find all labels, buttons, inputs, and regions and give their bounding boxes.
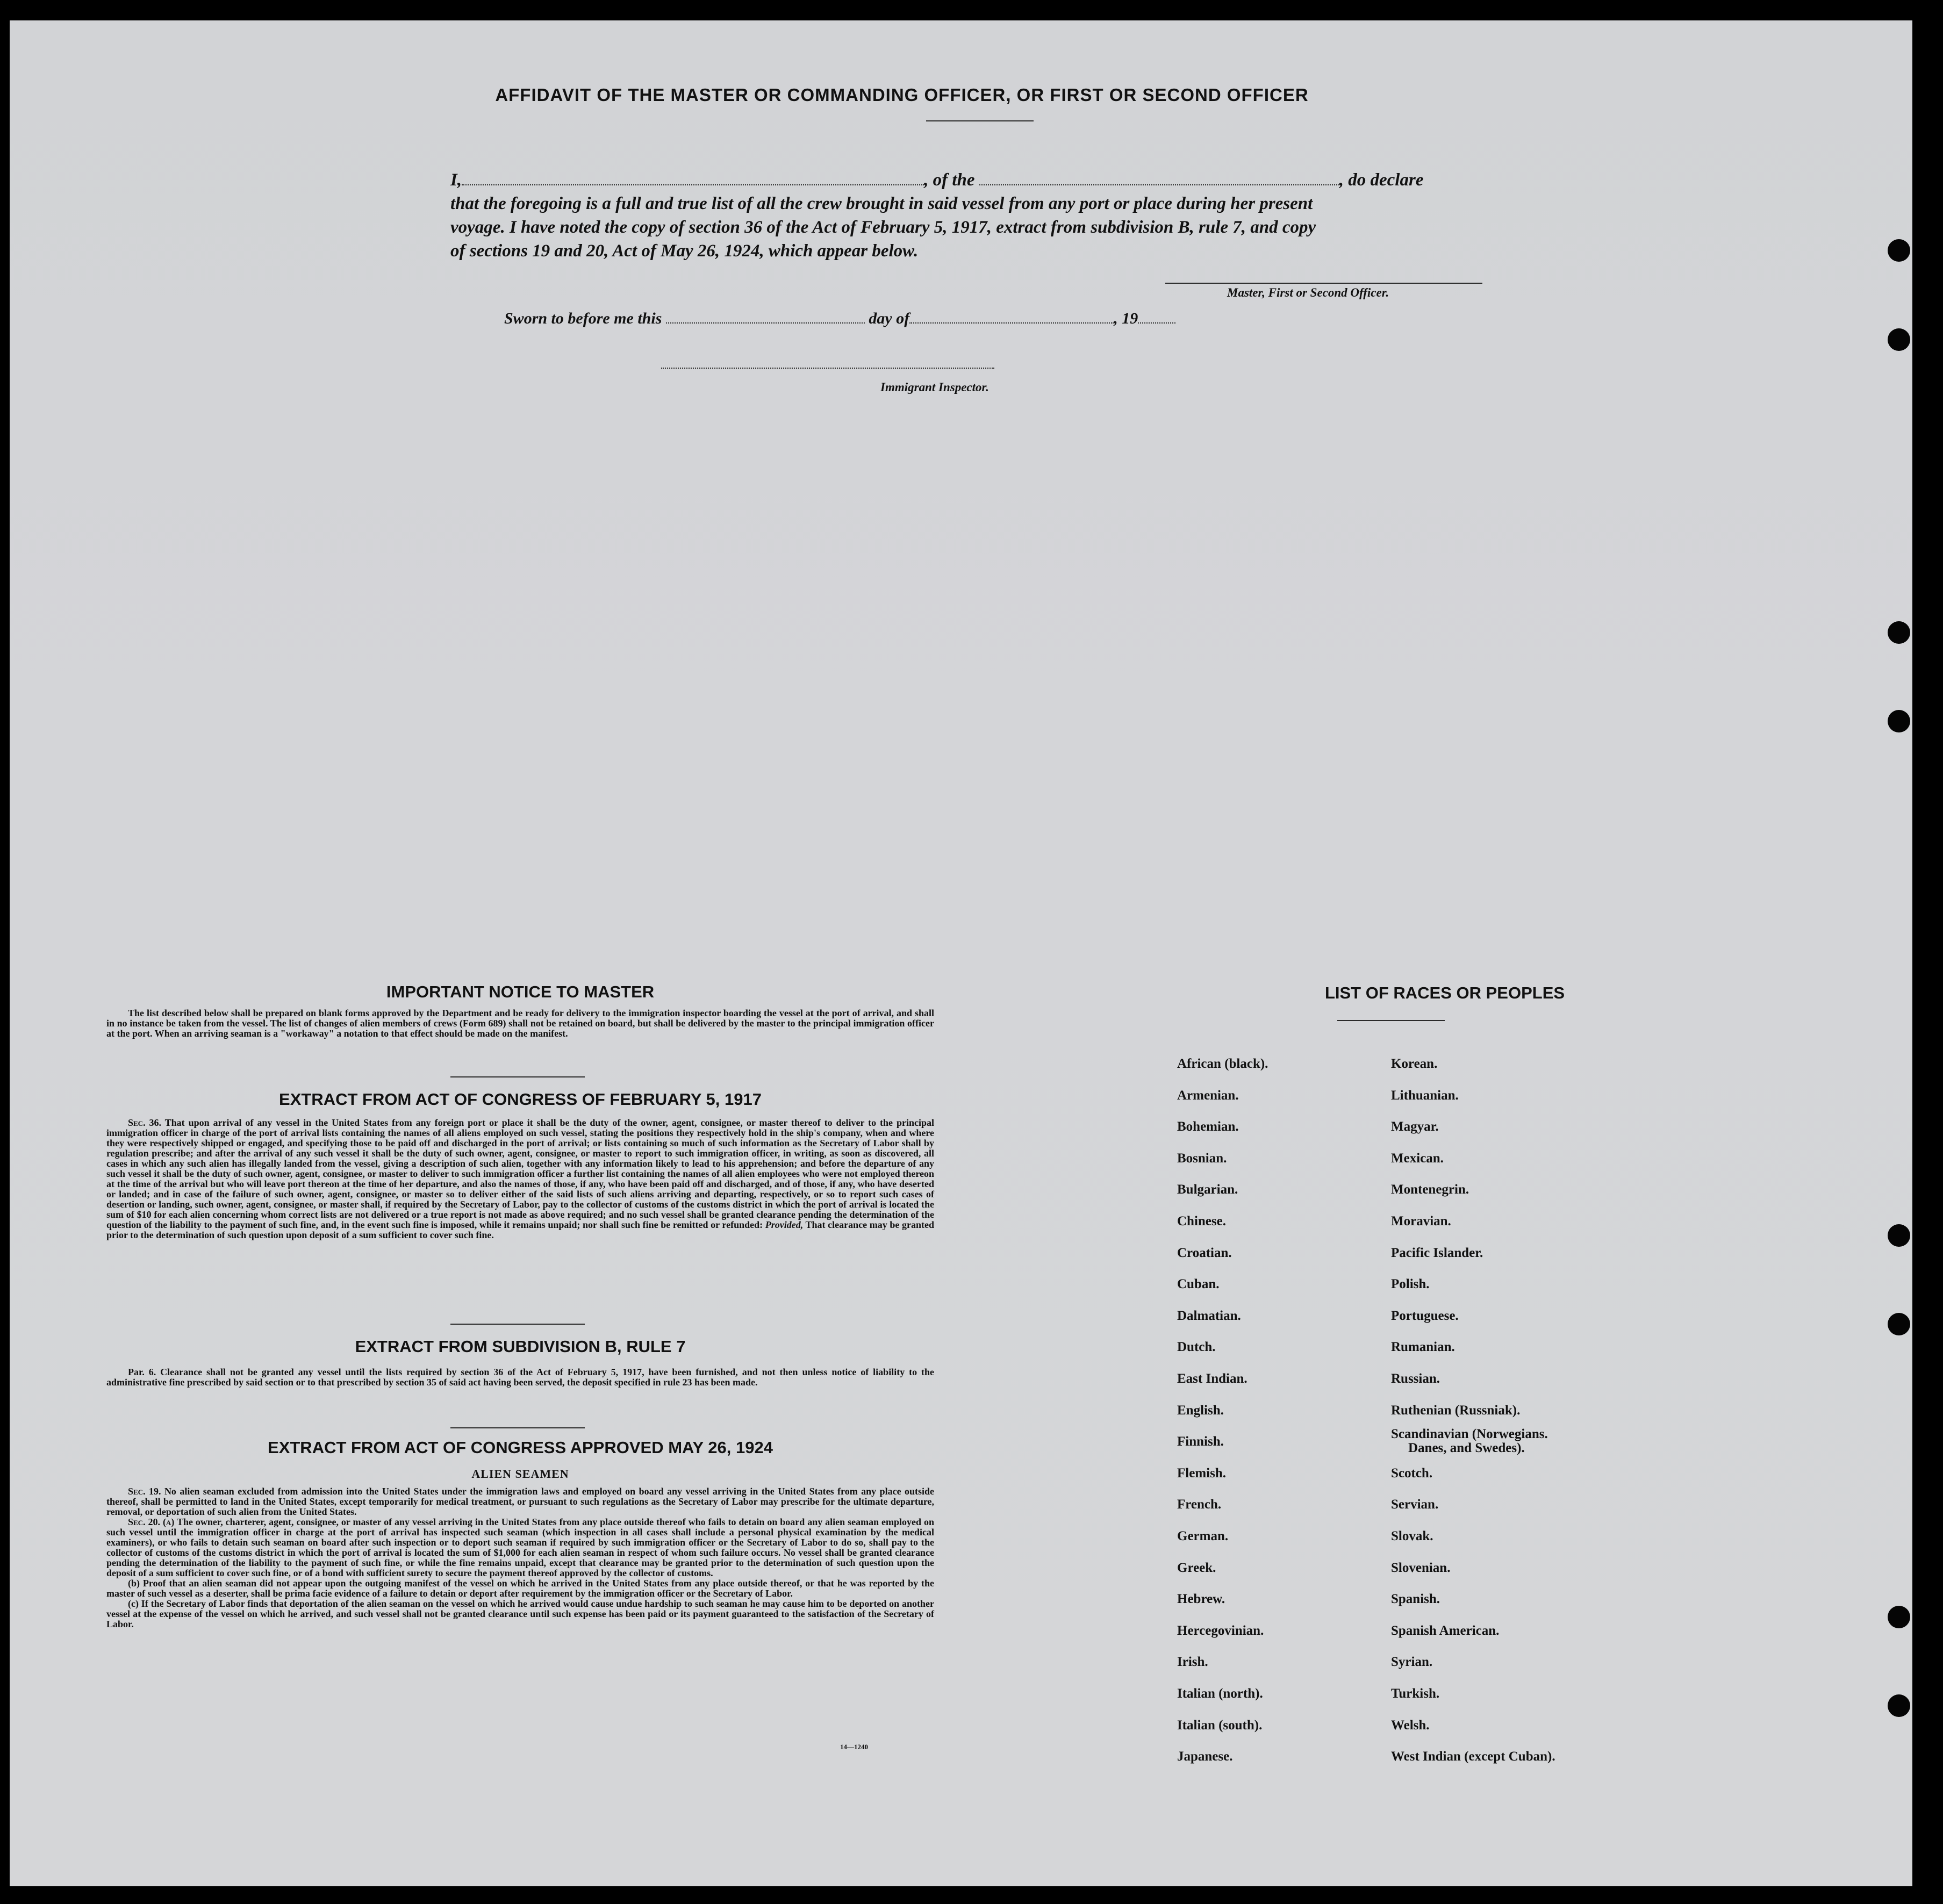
declaration-line-3: voyage. I have noted the copy of section 36 of the Act of February 5, 1917, extract from subdivision B, rule 7, and copy — [450, 218, 1316, 237]
race-item: Spanish American. — [1391, 1623, 1500, 1638]
notice-heading: IMPORTANT NOTICE TO MASTER — [386, 982, 655, 1001]
inspector-caption: Immigrant Inspector. — [880, 380, 989, 394]
race-item: Pacific Islander. — [1391, 1245, 1483, 1260]
race-item: Rumanian. — [1391, 1340, 1455, 1355]
extract-1917-text: Sec. 36. That upon arrival of any vessel in the United States from any foreign port or place it shall be the duty of the owner, agent, consignee, or master thereof to deliver to the principal immigration officer in charge of the port of arrival lists containing the names of all aliens employed on such vessel, stating the positions they respectively hold in the ship's company, when and where they were respectively shipped or engaged, and specifying those to be paid off and discharged in the port of arrival; or lists containing so much of such information as the Secretary of Labor shall by regulation prescribe; and after the arrival of any such vessel it shall be the duty of such owner, agent, consignee, or master to report to such immigration officer, in writing, as soon as discovered, all cases in which any such alien has illegally landed from the vessel, giving a description of such alien, together with any information likely to lead to his apprehension; and before the departure of any such vessel it shall be the duty of such owner, agent, consignee, or master to deliver to such immigration officer a further list containing the names of all alien employees who were not employed thereon at the time of the arrival but who will leave port thereon at the time of her departure, and also the names of those, if any, who have been paid off and discharged, and of those, if any, who have deserted or landed; and in case of the failure of such owner, agent, consignee, or master so to deliver either of the said lists of such aliens arriving and departing, respectively, or so to report such cases of desertion or landing, such owner, agent, consignee, or master shall, if required by the Secretary of Labor, pay to the collector of customs of the customs district in which the port of arrival is located the sum of $10 for each alien concerning whom correct lists are not delivered or a true report is not made as above required; and no such vessel shall be granted clearance pending the determination of the question of the liability to the payment of such fine, and, in the event such fine is imposed, while it remains unpaid; nor shall such fine be remitted or refunded: Provided, That clearance may be granted prior to the determination of such question upon deposit of a sum sufficient to cover such fine. — [106, 1117, 934, 1240]
affidavit-title: AFFIDAVIT OF THE MASTER OR COMMANDING OFFICER, OR FIRST OR SECOND OFFICER — [495, 85, 1309, 105]
race-item: Flemish. — [1177, 1465, 1226, 1481]
sworn-line: Sworn to before me this day of , 19 — [504, 310, 1175, 328]
race-item: East Indian. — [1177, 1371, 1247, 1386]
race-item: Chinese. — [1177, 1214, 1226, 1228]
extract-rule7-text: Par. 6. Clearance shall not be granted any vessel until the lists required by section 36 of the Act of February 5, 1917, have been furnished, and not then unless notice of liability to the administrative fine prescribed by said section or to that prescribed by section 35 of said act having been served, the deposit specified in rule 23 has been made. — [106, 1367, 934, 1388]
race-item: Italian (north). — [1177, 1686, 1263, 1701]
section-rule — [450, 1427, 585, 1428]
race-item: African (black). — [1177, 1057, 1268, 1071]
race-item: Slovenian. — [1391, 1560, 1451, 1575]
race-item: Mexican. — [1391, 1151, 1444, 1166]
race-item: Magyar. — [1391, 1119, 1439, 1134]
race-item: Slovak. — [1391, 1529, 1433, 1543]
race-item: Bulgarian. — [1177, 1182, 1238, 1197]
declaration-line-1: I, , of the , do declare — [450, 170, 1424, 190]
sworn-year-field[interactable] — [1138, 314, 1175, 324]
race-item: Hebrew. — [1177, 1592, 1225, 1607]
race-item: Russian. — [1391, 1371, 1440, 1386]
name-field[interactable] — [462, 174, 924, 185]
race-item: Dutch. — [1177, 1340, 1216, 1355]
race-item: Dalmatian. — [1177, 1308, 1241, 1323]
form-number: 14—1240 — [840, 1743, 868, 1751]
section-rule — [450, 1324, 585, 1325]
race-item: Ruthenian (Russniak). — [1391, 1403, 1521, 1418]
sworn-month-field[interactable] — [909, 314, 1114, 324]
race-item: Turkish. — [1391, 1686, 1440, 1701]
race-item: Bohemian. — [1177, 1119, 1239, 1134]
declaration-line-2: that the foregoing is a full and true list of all the crew brought in said vessel from any port or place during her present — [450, 194, 1313, 213]
extract-1924-heading: EXTRACT FROM ACT OF CONGRESS APPROVED MAY 26, 1924 — [268, 1438, 773, 1457]
race-item: Finnish. — [1177, 1434, 1224, 1449]
section-rule — [450, 1076, 585, 1077]
race-item: Cuban. — [1177, 1277, 1220, 1292]
races-rule — [1337, 1020, 1445, 1021]
extract-1924-subheading: ALIEN SEAMEN — [471, 1467, 569, 1481]
race-item: Greek. — [1177, 1560, 1216, 1575]
race-item: Scandinavian (Norwegians. — [1391, 1427, 1548, 1442]
race-item: Syrian. — [1391, 1655, 1433, 1670]
extract-rule7-heading: EXTRACT FROM SUBDIVISION B, RULE 7 — [355, 1337, 686, 1356]
title-rule — [926, 120, 1034, 121]
punch-hole — [1888, 239, 1910, 262]
extract-1917-heading: EXTRACT FROM ACT OF CONGRESS OF FEBRUARY 5, 1917 — [279, 1090, 762, 1109]
sworn-day-field[interactable] — [666, 314, 865, 324]
race-item: Spanish. — [1391, 1592, 1440, 1607]
race-item: Portuguese. — [1391, 1308, 1459, 1323]
race-item: Welsh. — [1391, 1718, 1430, 1733]
race-item-continuation: Danes, and Swedes). — [1408, 1441, 1525, 1456]
race-item: Irish. — [1177, 1655, 1208, 1670]
races-heading: LIST OF RACES OR PEOPLES — [1324, 983, 1565, 1002]
punch-hole — [1888, 1224, 1910, 1247]
punch-hole — [1888, 328, 1910, 351]
race-item: Armenian. — [1177, 1088, 1239, 1103]
inspector-signature-line[interactable] — [661, 368, 994, 369]
race-item: Polish. — [1391, 1277, 1430, 1292]
race-item: Montenegrin. — [1391, 1182, 1469, 1197]
document-page — [10, 20, 1912, 1886]
punch-hole — [1888, 1313, 1910, 1335]
notice-text: The list described below shall be prepared on blank forms approved by the Department and be ready for delivery to the immigration inspector boarding the vessel at the port of arrival, and shall in no instance be taken from the vessel. The list of changes of alien members of crews (Form 689) shall not be retained on board, but shall be delivered by the master to the principal immigration officer at the port. When an arriving seaman is a "workaway" a notation to that effect should be made on the manifest. — [106, 1008, 934, 1039]
punch-hole — [1888, 1694, 1910, 1717]
race-item: Servian. — [1391, 1497, 1439, 1512]
punch-hole — [1888, 1606, 1910, 1628]
race-item: Scotch. — [1391, 1465, 1433, 1481]
race-item: Italian (south). — [1177, 1718, 1263, 1733]
race-item: German. — [1177, 1529, 1229, 1543]
race-item: Hercegovinian. — [1177, 1623, 1264, 1638]
declaration — [450, 168, 1515, 263]
master-signature-line[interactable] — [1165, 283, 1482, 284]
vessel-field[interactable] — [979, 174, 1339, 185]
punch-hole — [1888, 621, 1910, 644]
race-item: Bosnian. — [1177, 1151, 1227, 1166]
extract-1924-text: Sec. 19. No alien seaman excluded from admission into the United States under the immigration laws and employed on board any vessel arriving in the United States from any place outside thereof, shall be permitted to land in the United States, except temporarily for medical treatment, or pursuant to such regulations as the Secretary of Labor may prescribe for the ultimate departure, removal, or deportation of such alien from the United States. Sec. 20. (a) The owner, charterer, agent, consignee, or master of any vessel arriving in the United States from any place outside thereof who fails to detain on board any alien seaman employed on such vessel until the immigration officer in charge at the port of arrival has inspected such seaman (which inspection in all cases shall include a personal physical examination by the medical examiners), or who fails to detain such seaman on board after such inspection or to deport such seaman if required by such immigration officer or the Secretary of Labor to do so, shall pay to the collector of customs of the customs district in which the port of arrival is located the sum of $1,000 for each alien seaman in respect of whom such failure occurs. No vessel shall be granted clearance pending the determination of the liability to the payment of such fine, or while the fine remains unpaid, except that clearance may be granted prior to the determination of such question upon the deposit of a sum sufficient to cover such fine, or of a bond with sufficient surety to secure the payment thereof approved by the collector of customs. (b) Proof that an alien seaman did not appear upon the outgoing manifest of the vessel on which he arrived in the United States from any place outside thereof, or that he was reported by the master of such vessel as a deserter, shall be prima facie evidence of a failure to detain or deport after requirement by the immigration officer or the Secretary of Labor. (c) If the Secretary of Labor finds that deportation of the alien seaman on the vessel on which he arrived would cause undue hardship to such seaman he may cause him to be deported on another vessel at the expense of the vessel on which he arrived, and such vessel shall not be granted clearance until such expense has been paid or its payment guaranteed to the satisfaction of the Secretary of Labor. — [106, 1486, 935, 1629]
race-item: Korean. — [1391, 1057, 1438, 1071]
race-item: West Indian (except Cuban). — [1391, 1749, 1555, 1764]
declaration-line-4: of sections 19 and 20, Act of May 26, 1924, which appear below. — [450, 241, 919, 261]
race-item: Croatian. — [1177, 1245, 1232, 1260]
race-item: Moravian. — [1391, 1214, 1451, 1228]
punch-hole — [1888, 710, 1910, 732]
race-item: French. — [1177, 1497, 1222, 1512]
master-caption: Master, First or Second Officer. — [1227, 286, 1389, 299]
race-item: Lithuanian. — [1391, 1088, 1459, 1103]
race-item: English. — [1177, 1403, 1224, 1418]
race-item: Japanese. — [1177, 1749, 1233, 1764]
